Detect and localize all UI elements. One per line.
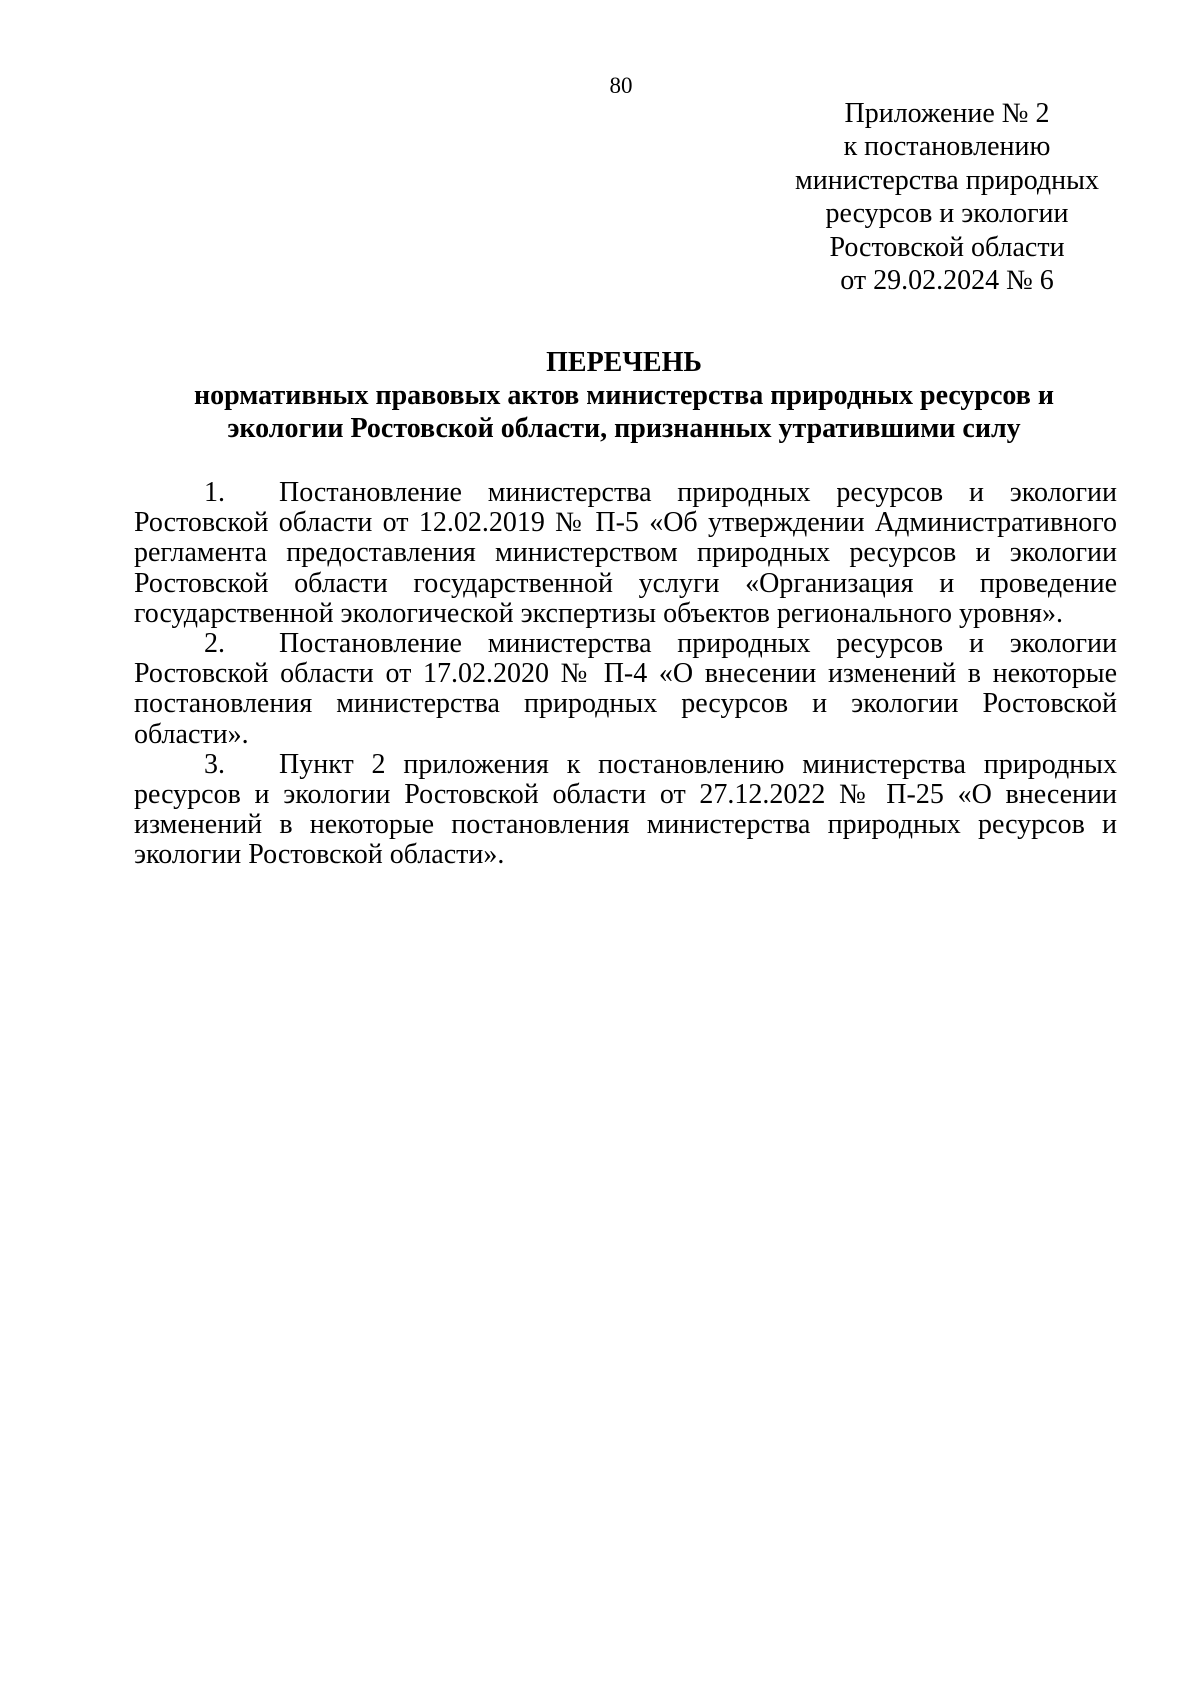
appendix-header: [764, 97, 1130, 297]
page-number: 80: [609, 73, 633, 98]
appendix-line: от 29.02.2024 № 6: [840, 265, 1054, 297]
appendix-line: ресурсов и экологии: [825, 198, 1069, 230]
document-title: [125, 346, 1123, 445]
appendix-line: Ростовской области: [829, 231, 1065, 263]
list-item: [134, 478, 1117, 629]
appendix-line: Приложение № 2: [844, 98, 1050, 129]
title-heading: ПЕРЕЧЕНЬ: [546, 347, 702, 378]
list-item-number: 3.: [204, 748, 225, 780]
title-subtitle-line: нормативных правовых актов министерства природных ресурсов и: [194, 380, 1054, 411]
list-item-text: Постановление министерства природных ресурсов и экологии Ростовской области от 12.02.2019 № П-5 «Об утверждении Административного регламента предоставления министерством природных ресурсов и экологии Ростовской области государственной услуги «Организация и проведение государственной экологической экспертизы объектов регионального уровня».: [134, 477, 1117, 629]
list-item: [134, 750, 1117, 871]
document-body: [134, 478, 1117, 871]
list-item-text: Постановление министерства природных ресурсов и экологии Ростовской области от 17.02.2020 № П-4 «О внесении изменений в некоторые постановления министерства природных ресурсов и экологии Ростовской области».: [134, 628, 1117, 750]
appendix-line: к постановлению: [843, 131, 1051, 163]
appendix-line: министерства природных: [795, 164, 1099, 196]
list-item-number: 2.: [204, 628, 225, 660]
list-item: [134, 629, 1117, 750]
title-subtitle-line: экологии Ростовской области, признанных утратившими силу: [227, 413, 1021, 444]
list-item-text: Пункт 2 приложения к постановлению министерства природных ресурсов и экологии Ростовской области от 27.12.2022 № П-25 «О внесении изменений в некоторые постановления министерства природных ресурсов и экологии Ростовской области».: [134, 748, 1117, 871]
list-item-number: 1.: [204, 477, 225, 508]
